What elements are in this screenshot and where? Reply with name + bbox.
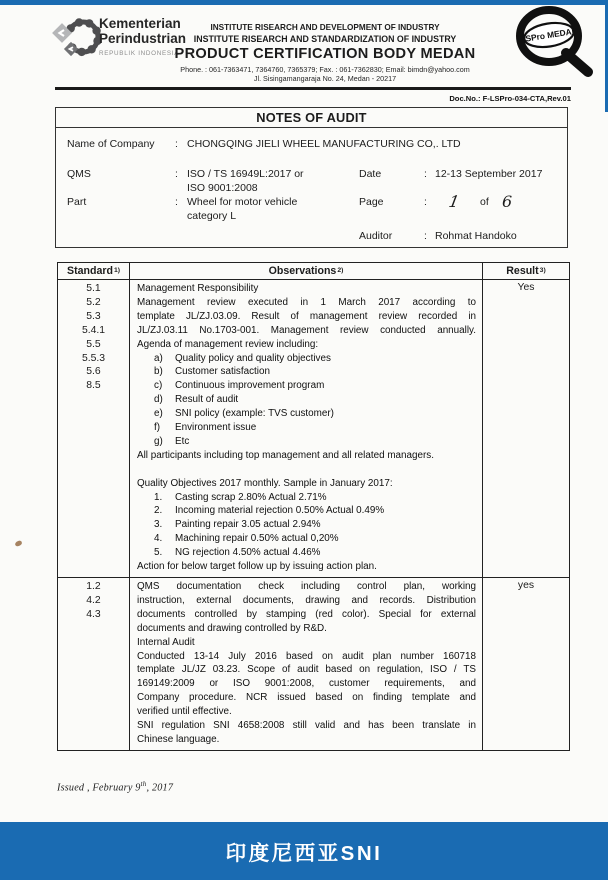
date-value: 12-13 September 2017 [435, 168, 543, 180]
qms-field [56, 168, 567, 194]
result-cell: yes [517, 580, 535, 592]
observation-line: Conducted 13-14 July 2016 based on audit plan number 160718 [137, 650, 476, 662]
list-marker: e) [154, 408, 163, 420]
auditor-label: Auditor [359, 230, 393, 242]
result-header-label: Result [506, 265, 539, 277]
company-field [56, 138, 567, 152]
list-marker: 3. [154, 519, 163, 531]
ministry-name-line1: Kementerian [99, 16, 181, 31]
list-marker: c) [154, 380, 163, 392]
list-text: Quality policy and quality objectives [175, 352, 331, 364]
standard-clause: 5.2 [86, 296, 101, 308]
observation-line: instruction, external documents, drawing and records. Distribution [137, 594, 476, 606]
observation-line: verified until effective. [137, 706, 232, 718]
scan-speck [14, 540, 22, 547]
list-marker: 5. [154, 547, 163, 559]
letterhead-center [158, 23, 492, 83]
observation-line: template JL/JZ 03.23. Scope of audit based on regulation, ISO / TS [137, 664, 476, 676]
observation-line [137, 504, 476, 518]
standard-cell [58, 578, 130, 750]
list-text: Environment issue [175, 422, 257, 434]
observations-column-header: Observations 2) [130, 263, 483, 279]
part-value-line1: Wheel for motor vehicle [187, 196, 298, 208]
list-marker: b) [154, 366, 163, 378]
issued-suffix: , 2017 [146, 782, 174, 794]
list-text: Customer satisfaction [175, 366, 270, 378]
standard-clause: 8.5 [86, 380, 101, 392]
observation-line [137, 393, 476, 407]
list-text: Painting repair 3.05 actual 2.94% [175, 519, 321, 531]
notes-of-audit-box [55, 107, 568, 248]
observation-line: 169149:2009 or ISO 9001:2008, customer requirements, and [137, 678, 476, 690]
observation-line: documents controlled by stamping (red color). Special for external [137, 608, 476, 620]
observation-line [137, 463, 476, 477]
list-text: SNI policy (example: TVS customer) [175, 408, 334, 420]
doc-number: Doc.No.: F-LSPro-034-CTA,Rev.01 [449, 94, 571, 103]
standard-column-header: Standard 1) [58, 263, 130, 279]
audit-table [57, 262, 570, 751]
standard-header-label: Standard [67, 265, 113, 277]
banner-text: 印度尼西亚SNI [225, 842, 383, 865]
qms-value-line2: ISO 9001:2008 [187, 181, 258, 194]
company-value: CHONGQING JIELI WHEEL MANUFACTURING CO,. LTD [187, 138, 461, 150]
audit-table-body [58, 280, 569, 750]
page-total-handwritten: 6 [502, 192, 513, 211]
observation-line: template JL/ZJ.03.09. Result of management review recorded in [137, 310, 476, 322]
page-label: Page [359, 196, 384, 208]
observation-line [137, 518, 476, 532]
standard-cell [58, 280, 130, 577]
company-label: Name of Company [67, 138, 155, 150]
observation-line [137, 407, 476, 421]
page-current-handwritten: 1 [447, 192, 461, 211]
part-colon: : [175, 196, 178, 208]
certification-body-name: PRODUCT CERTIFICATION BODY MEDAN [174, 46, 476, 62]
list-text: Casting scrap 2.80% Actual 2.71% [175, 491, 327, 503]
list-marker: f) [154, 422, 161, 434]
lspro-logo-text: LSPro MEDAN [519, 25, 579, 45]
observation-line: Chinese language. [137, 733, 220, 745]
page-colon: : [424, 196, 427, 208]
list-text: Incoming material rejection 0.50% Actual 0.49% [175, 505, 385, 517]
page-title: NOTES OF AUDIT [56, 108, 567, 128]
lspro-q-icon [512, 5, 596, 79]
date-label: Date [359, 168, 382, 180]
company-colon: : [175, 138, 178, 150]
table-row [58, 578, 569, 750]
auditor-colon: : [424, 230, 427, 242]
bottom-banner [0, 822, 608, 880]
list-text: Continuous improvement program [175, 380, 325, 392]
lspro-medan-logo [512, 5, 596, 84]
standard-clause: 5.5 [86, 338, 101, 350]
auditor-field [56, 230, 567, 244]
phone-line: Phone. : 061-7363471, 7364760, 7365379; Fax. : 061-7362830; Email: bimdn@yahoo.com [180, 65, 470, 74]
institute-line2: INSTITUTE RISEARCH AND STANDARDIZATION OF INDUSTRY [193, 34, 457, 44]
observation-line: Management review executed in 1 March 2017 according to [137, 296, 476, 308]
audit-table-header [58, 263, 569, 280]
observation-line [137, 491, 476, 505]
standard-clause: 5.1 [86, 283, 101, 294]
observation-line [137, 532, 476, 546]
issued-date-note [57, 780, 173, 793]
result-column-header: Result 3) [506, 265, 546, 277]
list-marker: 1. [154, 491, 163, 503]
gear-icon [52, 12, 104, 62]
standard-clause: 1.2 [86, 581, 101, 593]
observations-cell [130, 578, 483, 750]
qms-value-line1: ISO / TS 16949L:2017 or [187, 168, 304, 180]
result-cell: Yes [517, 282, 535, 293]
list-marker: 2. [154, 505, 163, 517]
standard-clause: 5.4.1 [81, 324, 106, 336]
standard-clause: 4.2 [86, 594, 101, 606]
observation-line: Quality Objectives 2017 monthly. Sample in January 2017: [137, 477, 393, 489]
table-row [58, 280, 569, 578]
part-label: Part [67, 196, 87, 208]
list-marker: a) [154, 352, 163, 364]
list-text: Machining repair 0.50% actual 0,20% [175, 533, 339, 545]
observation-line [137, 379, 476, 393]
standard-clause: 5.6 [86, 366, 101, 378]
auditor-value: Rohmat Handoko [435, 230, 517, 242]
list-marker: g) [154, 435, 163, 447]
ministry-name-line3: REPUBLIK INDONESIA [99, 50, 180, 57]
observation-line: Action for below target follow up by issuing action plan. [137, 561, 377, 573]
date-colon: : [424, 168, 427, 180]
observation-line: Internal Audit [137, 636, 195, 648]
issued-ordinal-suffix: th [140, 780, 147, 788]
list-text: NG rejection 4.50% actual 4.46% [175, 547, 321, 559]
list-text: Result of audit [175, 394, 239, 406]
observation-line [137, 352, 476, 366]
observation-line: SNI regulation SNI 4658:2008 still valid and has been translate in [137, 720, 476, 732]
list-text: Etc [175, 435, 190, 447]
issued-prefix: Issued , February 9 [57, 782, 141, 794]
ministry-name-line2: Perindustrian [99, 30, 187, 46]
list-marker: 4. [154, 533, 163, 545]
observation-line: QMS documentation check including control plan, working [137, 581, 476, 593]
observation-line: Management Responsibility [137, 283, 259, 294]
address-line: Jl. Sisingamangaraja No. 24, Medan - 20217 [253, 74, 397, 83]
standard-clause: 4.3 [86, 608, 101, 620]
observation-line: Agenda of management review including: [137, 338, 319, 350]
qms-label: QMS [67, 168, 91, 180]
list-marker: d) [154, 394, 163, 406]
observation-line: documents and drawing controlled by R&D. [137, 622, 327, 634]
observation-line: Company procedure. NCR issued based on finding template and [137, 692, 476, 704]
page-of-label: of [480, 196, 489, 208]
observation-line: JL/ZJ.03.11 No.1703-001. Management review conducted annually. [137, 324, 476, 336]
observations-cell [130, 280, 483, 577]
observation-line [137, 421, 476, 435]
part-value-line2: category L [187, 209, 237, 222]
observation-line [137, 546, 476, 560]
observation-line [137, 365, 476, 379]
standard-clause: 5.5.3 [81, 352, 106, 364]
institute-line1: INSTITUTE RISEARCH AND DEVELOPMENT OF INDUSTRY [210, 23, 440, 32]
part-field [56, 192, 567, 222]
observation-line [137, 435, 476, 449]
observation-line: All participants including top management and all related managers. [137, 449, 434, 461]
observations-header-label: Observations [268, 265, 337, 277]
kemenperin-logo [52, 12, 104, 67]
letterhead-divider [55, 87, 571, 90]
standard-clause: 5.3 [86, 310, 101, 322]
qms-colon: : [175, 168, 178, 180]
